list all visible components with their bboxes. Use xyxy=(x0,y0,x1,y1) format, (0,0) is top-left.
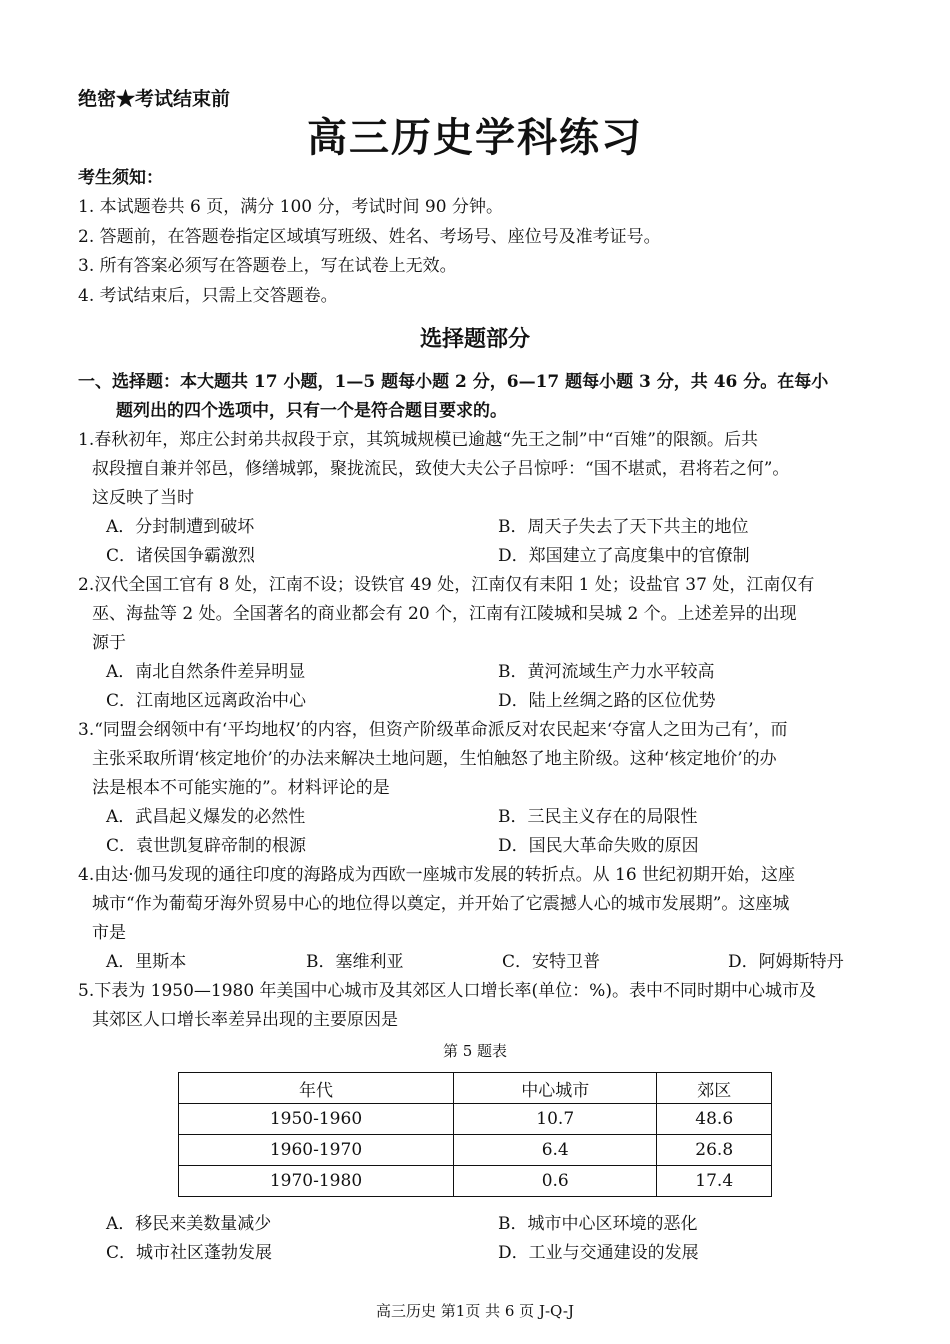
question-3-option-c[interactable]: C．袁世凯复辟帝制的根源 xyxy=(106,836,307,856)
question-5-option-a[interactable]: A．移民来美数量减少 xyxy=(106,1214,272,1234)
population-growth-table xyxy=(178,1072,772,1197)
table-cell: 1960-1970 xyxy=(179,1135,454,1166)
table-cell: 10.7 xyxy=(454,1104,657,1135)
page-title: 高三历史学科练习 xyxy=(307,114,643,161)
question-2-option-b[interactable]: B．黄河流域生产力水平较高 xyxy=(498,662,715,682)
notice-item: 2. 答题前，在答题卷指定区域填写班级、姓名、考场号、座位号及准考证号。 xyxy=(78,227,661,247)
table-cell: 48.6 xyxy=(657,1104,772,1135)
table-cell: 6.4 xyxy=(454,1135,657,1166)
question-5-option-c[interactable]: C．城市社区蓬勃发展 xyxy=(106,1243,273,1263)
question-4-text: 市是 xyxy=(92,923,126,943)
table-header-cell: 年代 xyxy=(179,1073,454,1104)
question-2-text: 源于 xyxy=(92,633,126,653)
question-5-option-b[interactable]: B．城市中心区环境的恶化 xyxy=(498,1214,698,1234)
question-5-text: 5.下表为 1950—1980 年美国中心城市及其郊区人口增长率(单位：%)。表中不同时期中心城市及 xyxy=(78,981,816,1001)
table-cell: 26.8 xyxy=(657,1135,772,1166)
table-row xyxy=(179,1104,772,1135)
question-4-text: 4.由达·伽马发现的通往印度的海路成为西欧一座城市发展的转折点。从 16 世纪初期开始，这座 xyxy=(78,865,796,885)
question-1-option-d[interactable]: D．郑国建立了高度集中的官僚制 xyxy=(498,546,750,566)
question-4-option-a[interactable]: A．里斯本 xyxy=(106,952,187,972)
question-5-text: 其郊区人口增长率差异出现的主要原因是 xyxy=(92,1010,398,1030)
notice-heading: 考生须知： xyxy=(78,168,163,188)
question-2-option-a[interactable]: A．南北自然条件差异明显 xyxy=(106,662,306,682)
question-2-text: 2.汉代全国工官有 8 处，江南不设；设铁官 49 处，江南仅有耒阳 1 处；设盐官 37 处，江南仅有 xyxy=(78,575,815,595)
question-1-text: 1.春秋初年，郑庄公封弟共叔段于京，其筑城规模已逾越“先王之制”中“百雉”的限额。后共 xyxy=(78,430,758,450)
question-5-option-d[interactable]: D．工业与交通建设的发展 xyxy=(498,1243,699,1263)
question-4-option-c[interactable]: C．安特卫普 xyxy=(502,952,601,972)
question-2-option-c[interactable]: C．江南地区远离政治中心 xyxy=(106,691,307,711)
question-1-option-c[interactable]: C．诸侯国争霸激烈 xyxy=(106,546,256,566)
table-header-cell: 郊区 xyxy=(657,1073,772,1104)
notice-item: 4. 考试结束后，只需上交答题卷。 xyxy=(78,286,338,306)
part-instructions: 一、选择题：本大题共 17 小题，1—5 题每小题 2 分，6—17 题每小题 3 分，共 46 分。在每小 xyxy=(78,372,829,392)
question-1-text: 叔段擅自兼并邻邑，修缮城郭，聚拢流民，致使大夫公子吕惊呼：“国不堪贰，君将若之何”。 xyxy=(92,459,790,479)
question-3-option-d[interactable]: D．国民大革命失败的原因 xyxy=(498,836,699,856)
table-cell: 1950-1960 xyxy=(179,1104,454,1135)
question-2-option-d[interactable]: D．陆上丝绸之路的区位优势 xyxy=(498,691,716,711)
question-3-option-a[interactable]: A．武昌起义爆发的必然性 xyxy=(106,807,306,827)
section-title: 选择题部分 xyxy=(419,326,530,352)
question-3-text: 法是根本不可能实施的”。材料评论的是 xyxy=(92,778,390,798)
table-cell: 17.4 xyxy=(657,1166,772,1197)
table-header-cell: 中心城市 xyxy=(454,1073,657,1104)
table-caption: 第 5 题表 xyxy=(442,1042,508,1060)
table-cell: 0.6 xyxy=(454,1166,657,1197)
question-2-text: 巫、海盐等 2 处。全国著名的商业都会有 20 个，江南有江陵城和吴城 2 个。上述差异的出现 xyxy=(92,604,797,624)
table-cell: 1970-1980 xyxy=(179,1166,454,1197)
table-row xyxy=(179,1166,772,1197)
table-row xyxy=(179,1135,772,1166)
question-3-option-b[interactable]: B．三民主义存在的局限性 xyxy=(498,807,698,827)
part-instructions-cont: 题列出的四个选项中，只有一个是符合题目要求的。 xyxy=(116,401,507,421)
page-footer: 高三历史 第1页 共 6 页 J-Q-J xyxy=(376,1302,574,1320)
notice-item: 3. 所有答案必须写在答题卷上，写在试卷上无效。 xyxy=(78,256,457,276)
confidential-label: 绝密★考试结束前 xyxy=(78,88,231,110)
question-1-text: 这反映了当时 xyxy=(92,488,194,508)
notice-item: 1. 本试题卷共 6 页，满分 100 分，考试时间 90 分钟。 xyxy=(78,197,503,217)
question-3-text: 3.“同盟会纲领中有‘平均地权’的内容，但资产阶级革命派反对农民起来‘夺富人之田为己有’，而 xyxy=(78,720,788,740)
question-4-option-d[interactable]: D．阿姆斯特丹 xyxy=(728,952,844,972)
question-3-text: 主张采取所谓‘核定地价’的办法来解决土地问题，生怕触怒了地主阶级。这种‘核定地价’的办 xyxy=(92,749,777,769)
question-4-option-b[interactable]: B．塞维利亚 xyxy=(306,952,404,972)
table-header-row xyxy=(179,1073,772,1104)
question-1-option-b[interactable]: B．周天子失去了天下共主的地位 xyxy=(498,517,749,537)
question-1-option-a[interactable]: A．分封制遭到破坏 xyxy=(106,517,255,537)
question-4-text: 城市“作为葡萄牙海外贸易中心的地位得以奠定，并开始了它震撼人心的城市发展期”。这座城 xyxy=(92,894,790,914)
